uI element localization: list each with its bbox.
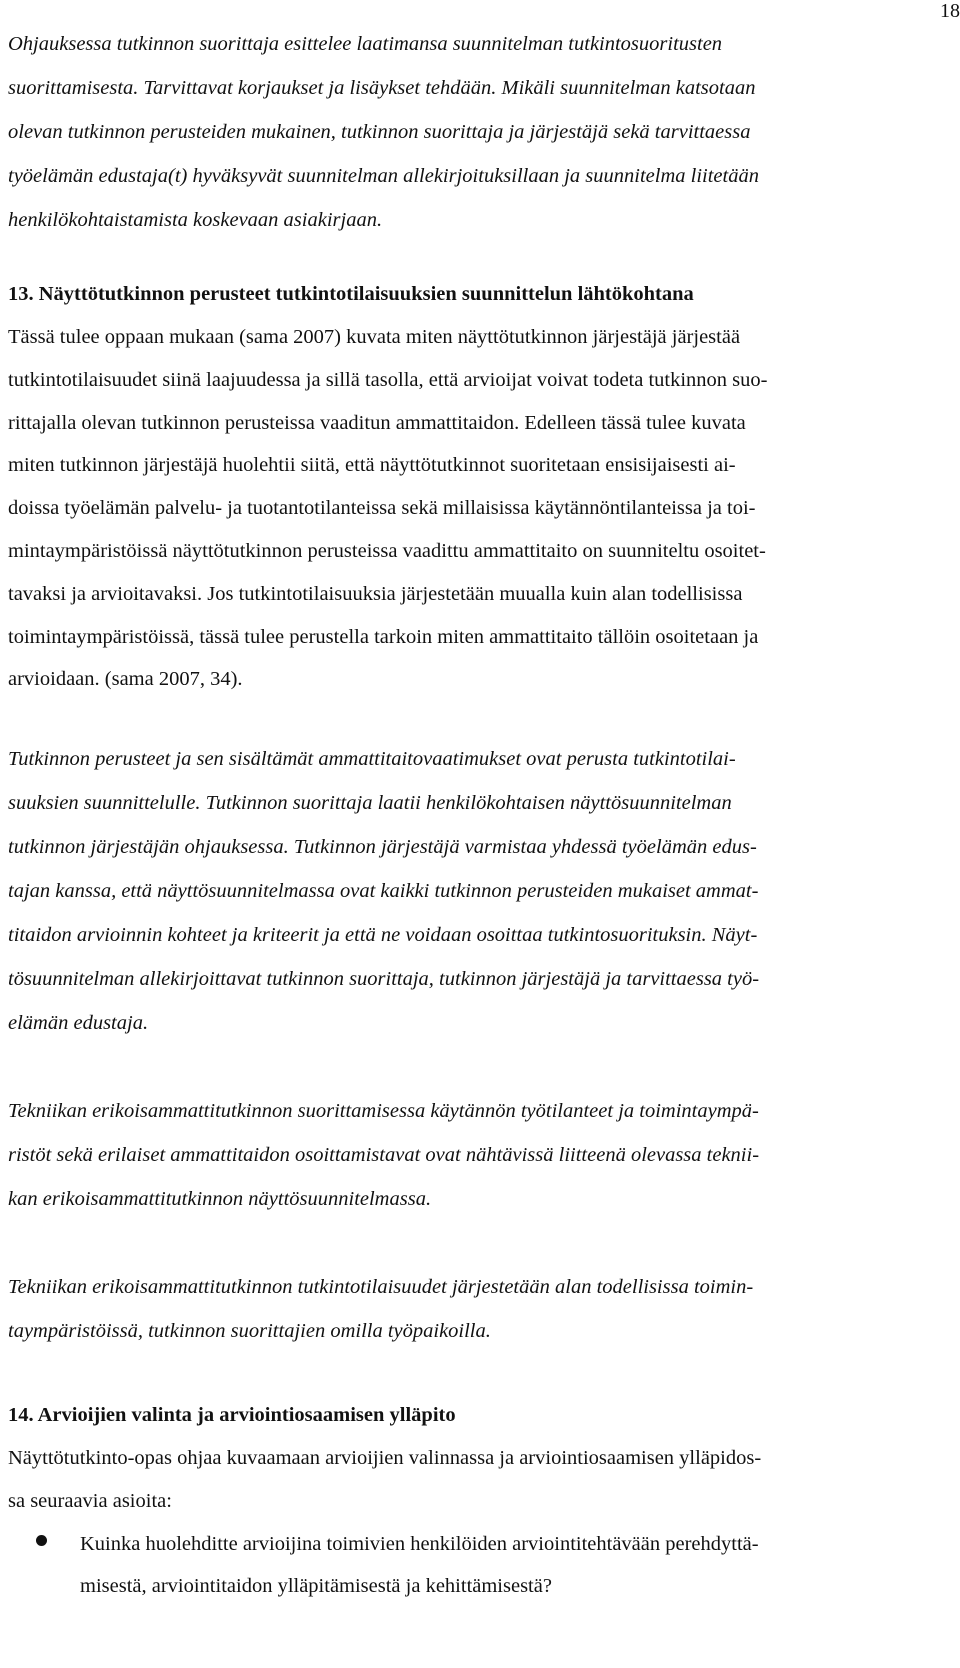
bullet-icon bbox=[36, 1535, 47, 1546]
text-line: misestä, arviointitaidon ylläpitämisestä ja kehittämisestä? bbox=[80, 1574, 552, 1597]
text-line: tavaksi ja arvioitavaksi. Jos tutkintotilaisuuksia järjestetään muualla kuin alan todellisissa bbox=[8, 582, 743, 605]
text-line: sa seuraavia asioita: bbox=[8, 1489, 172, 1512]
text-line: arvioidaan. (sama 2007, 34). bbox=[8, 668, 243, 691]
text-line: titaidon arvioinnin kohteet ja kriteerit ja että ne voidaan osoittaa tutkintosuorituksin. Näyt- bbox=[8, 924, 758, 947]
text-line: tutkinnon järjestäjän ohjauksessa. Tutkinnon järjestäjä varmistaa yhdessä työelämän edus- bbox=[8, 836, 757, 859]
text-line: doissa työelämän palvelu- ja tuotantotilanteissa sekä millaisissa käytännöntilanteissa ja toi- bbox=[8, 497, 756, 520]
text-line: kan erikoisammattitutkinnon näyttösuunnitelmassa. bbox=[8, 1188, 432, 1211]
text-line: taympäristöissä, tutkinnon suorittajien omilla työpaikoilla. bbox=[8, 1320, 491, 1343]
section-14-paragraph bbox=[8, 1437, 944, 1523]
paragraph-guidance bbox=[8, 22, 944, 242]
text-line: työelämän edustaja(t) hyväksyvät suunnitelman allekirjoituksillaan ja suunnitelma liitetään bbox=[8, 165, 759, 187]
section-13-paragraph bbox=[8, 316, 944, 701]
document-body bbox=[8, 22, 944, 1607]
bullet-list-item bbox=[8, 1523, 944, 1607]
text-line: rittajalla olevan tutkinnon perusteissa vaaditun ammattitaidon. Edelleen tässä tulee kuvata bbox=[8, 411, 746, 434]
text-line: Ohjauksessa tutkinnon suorittaja esittelee laatimansa suunnitelman tutkintosuoritusten bbox=[8, 33, 723, 55]
text-line: toimintaympäristöissä, tässä tulee perustella tarkoin miten ammattitaito tällöin osoitetaan ja bbox=[8, 625, 759, 648]
section-14-heading: 14. Arvioijien valinta ja arviointiosaamisen ylläpito bbox=[8, 1404, 456, 1427]
section-13-heading: 13. Näyttötutkinnon perusteet tutkintotilaisuuksien suunnittelun lähtökohtana bbox=[8, 283, 694, 305]
paragraph-tekniikan-suorittaminen bbox=[8, 1089, 944, 1221]
text-line: Näyttötutkinto-opas ohjaa kuvaamaan arvioijien valinnassa ja arviointiosaamisen ylläpidos- bbox=[8, 1447, 762, 1470]
text-line: mintaympäristöissä näyttötutkinnon perusteissa vaadittu ammattitaito on suunniteltu osoitet- bbox=[8, 539, 766, 562]
text-line: Tässä tulee oppaan mukaan (sama 2007) kuvata miten näyttötutkinnon järjestäjä järjestää bbox=[8, 326, 741, 348]
text-line: tajan kanssa, että näyttösuunnitelmassa ovat kaikki tutkinnon perusteiden mukaiset ammat- bbox=[8, 880, 759, 903]
text-line: suorittamisesta. Tarvittavat korjaukset ja lisäykset tehdään. Mikäli suunnitelman katsotaan bbox=[8, 77, 756, 99]
text-line: henkilökohtaistamista koskevaan asiakirjaan. bbox=[8, 209, 383, 231]
text-line: ristöt sekä erilaiset ammattitaidon osoittamistavat ovat nähtävissä liitteenä olevassa teknii- bbox=[8, 1144, 760, 1167]
text-line: miten tutkinnon järjestäjä huolehtii siitä, että näyttötutkinnot suoritetaan ensisijaisesti ai- bbox=[8, 454, 736, 477]
text-line: Tutkinnon perusteet ja sen sisältämät ammattitaitovaatimukset ovat perusta tutkintotilai- bbox=[8, 748, 736, 771]
text-line: Tekniikan erikoisammattitutkinnon suorittamisessa käytännön työtilanteet ja toimintaympä- bbox=[8, 1100, 759, 1123]
text-line: elämän edustaja. bbox=[8, 1012, 149, 1035]
paragraph-tutkinnon-perusteet bbox=[8, 737, 944, 1045]
text-line: Kuinka huolehditte arvioijina toimivien henkilöiden arviointitehtävään perehdyttä- bbox=[80, 1532, 759, 1555]
text-line: suuksien suunnittelulle. Tutkinnon suorittaja laatii henkilökohtaisen näyttösuunnitelman bbox=[8, 792, 732, 815]
text-line: tösuunnitelman allekirjoittavat tutkinnon suorittaja, tutkinnon järjestäjä ja tarvittaessa työ- bbox=[8, 968, 760, 991]
page-number: 18 bbox=[940, 0, 960, 22]
paragraph-tekniikan-tutkintotilaisuudet bbox=[8, 1265, 944, 1353]
text-line: olevan tutkinnon perusteiden mukainen, tutkinnon suorittaja ja järjestäjä sekä tarvittaessa bbox=[8, 121, 751, 143]
text-line: Tekniikan erikoisammattitutkinnon tutkintotilaisuudet järjestetään alan todellisissa toimin- bbox=[8, 1276, 754, 1299]
text-line: tutkintotilaisuudet siinä laajuudessa ja sillä tasolla, että arvioijat voivat todeta tutkinnon suo- bbox=[8, 368, 768, 391]
